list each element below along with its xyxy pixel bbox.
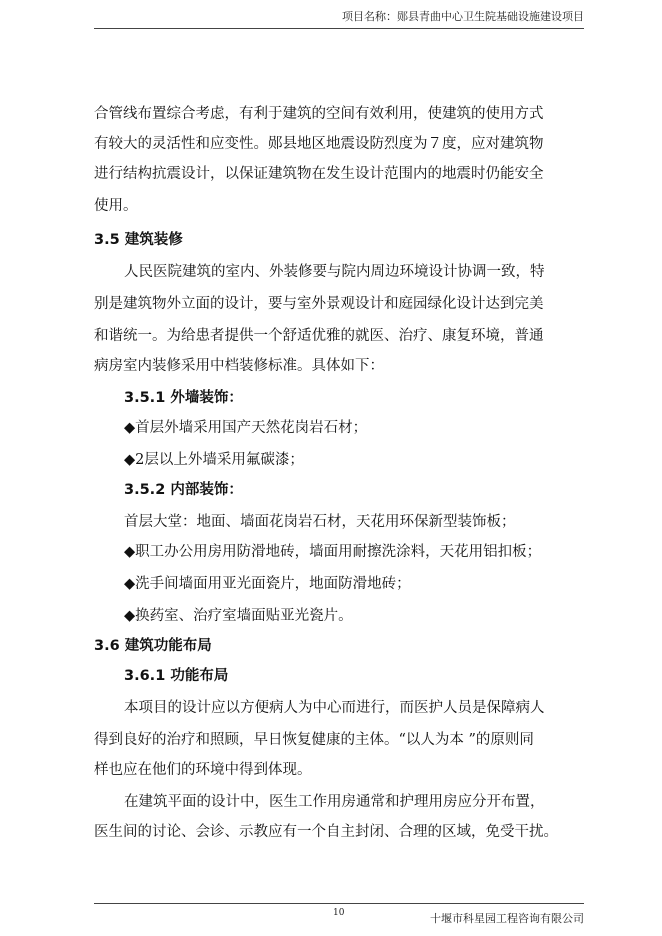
body-line: 样也应在他们的环境中得到体现。 (94, 762, 312, 778)
list-item: ◆换药室、治疗室墙面贴亚光瓷片。 (124, 608, 353, 624)
body-line: 病房室内装修采用中档装修标准。具体如下： (94, 358, 384, 374)
body-line: 合管线布置综合考虑，有利于建筑的空间有效利用，使建筑的使用方式 (94, 106, 544, 122)
body-line: 得到良好的治疗和照顾，早日恢复健康的主体。“以人为本 ”的原则同 (94, 732, 534, 748)
page-number: 10 (333, 908, 345, 918)
body-line: 进行结构抗震设计，以保证建筑物在发生设计范围内的地震时仍能安全 (94, 166, 544, 182)
body-line: 人民医院建筑的室内、外装修要与院内周边环境设计协调一致，特 (124, 264, 545, 280)
body-line: 医生间的讨论、会诊、示教应有一个自主封闭、合理的区域，免受干扰。 (94, 824, 558, 840)
header-divider (94, 28, 584, 29)
subsection-heading-3-5-2: 3.5.2 内部装饰： (124, 482, 243, 498)
list-item: ◆职工办公用房用防滑地砖，墙面用耐擦洗涂料，天花用铝扣板； (124, 544, 542, 560)
list-item: ◆首层外墙采用国产天然花岗岩石材； (124, 420, 368, 436)
body-line: 本项目的设计应以方便病人为中心而进行，而医护人员是保障病人 (124, 700, 545, 716)
header-project-name: 项目名称：郧县青曲中心卫生院基础设施建设项目 (342, 10, 584, 23)
list-item: ◆2层以上外墙采用氟碳漆； (124, 452, 304, 468)
body-line: 使用。 (94, 198, 138, 214)
body-line: 有较大的灵活性和应变性。郧县地区地震设防烈度为７度，应对建筑物 (94, 136, 544, 152)
body-line: 别是建筑物外立面的设计，要与室外景观设计和庭园绿化设计达到完美 (94, 296, 544, 312)
section-heading-3-6: 3.6 建筑功能布局 (94, 638, 212, 654)
section-heading-3-5: 3.5 建筑装修 (94, 232, 183, 248)
body-line: 首层大堂：地面、墙面花岗岩石材，天花用环保新型装饰板； (124, 514, 516, 530)
list-item: ◆洗手间墙面用亚光面瓷片，地面防滑地砖； (124, 576, 411, 592)
subsection-heading-3-6-1: 3.6.1 功能布局 (124, 668, 229, 684)
body-line: 和谐统一。为给患者提供一个舒适优雅的就医、治疗、康复环境，普通 (94, 328, 544, 344)
footer-company-name: 十堰市科星园工程咨询有限公司 (430, 912, 584, 925)
footer-divider (94, 903, 584, 904)
body-line: 在建筑平面的设计中，医生工作用房通常和护理用房应分开布置， (124, 794, 545, 810)
subsection-heading-3-5-1: 3.5.1 外墙装饰： (124, 390, 243, 406)
